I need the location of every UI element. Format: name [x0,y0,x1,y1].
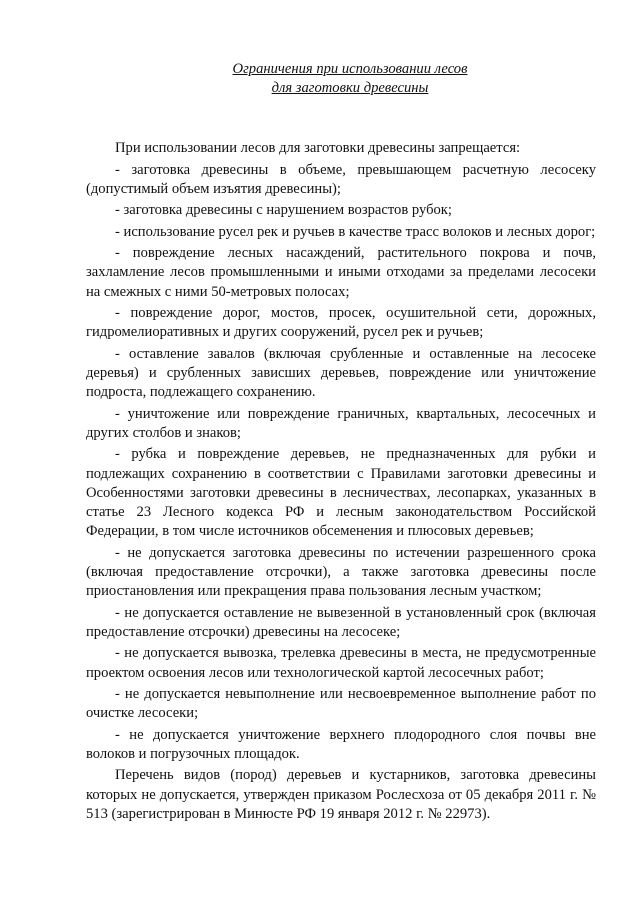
list-item: - заготовка древесины с нарушением возрастов рубок; [115,202,452,219]
list-item: - заготовка древесины в объеме, превышающем расчетную лесосеку (допустимый объем изъятия древесины); [86,161,596,197]
list-item: - использование русел рек и ручьев в качестве трасс волоков и лесных дорог; [115,223,596,240]
list-item: - рубка и повреждение деревьев, не предназначенных для рубки и подлежащих сохранению в соответствии с Правилами заготовки древесины и Особенностями заготовки древесины в лесничествах, лесопарках, указанных в статье 23 Лесного кодекса РФ и лесным законодательством Российской Федерации, в том числе источников обсеменения и плюсовых деревьев; [86,446,596,540]
list-item: - повреждение лесных насаждений, растительного покрова и почв, захламление лесов промышленными и иными отходами за пределами лесосеки на смежных с ними 50-метровых полосах; [86,245,596,300]
list-item: - уничтожение или повреждение граничных, квартальных, лесосечных и других столбов и знаков; [86,405,596,441]
title-line-2: для заготовки древесины [271,80,429,96]
list-item: - не допускается заготовка древесины по истечении разрешенного срока (включая предоставление отсрочки), а также заготовка древесины после приостановления или прекращения права пользования лесным участком; [86,544,596,600]
document-page [86,60,596,826]
intro-paragraph: При использовании лесов для заготовки древесины запрещается: [115,140,521,156]
list-item: - не допускается невыполнение или несвоевременное выполнение работ по очистке лесосеки; [86,686,596,722]
title-line-1: Ограничения при использовании лесов [232,61,468,77]
list-item: - повреждение дорог, мостов, просек, осушительной сети, дорожных, гидромелиоративных и других сооружений, русел рек и ручьев; [86,305,596,341]
document-title [86,60,596,98]
list-item: - не допускается оставление не вывезенной в установленный срок (включая предоставление отсрочки) древесины на лесосеке; [86,604,596,640]
list-item: - оставление завалов (включая срубленные и оставленные на лесосеке деревья) и срубленных зависших деревьев, повреждение или уничтожение подроста, подлежащего сохранению. [86,345,596,401]
closing-paragraph: Перечень видов (пород) деревьев и кустарников, заготовка древесины которых не допускается, утвержден приказом Рослесхоза от 05 декабря 2011 г. № 513 (зарегистрирован в Минюсте РФ 19 января 2012 г. № 22973). [86,767,596,822]
list-item: - не допускается вывозка, трелевка древесины в места, не предусмотренные проектом освоения лесов или технологической картой лесосечных работ; [86,645,596,681]
list-item: - не допускается уничтожение верхнего плодородного слоя почвы вне волоков и погрузочных площадок. [86,726,596,762]
